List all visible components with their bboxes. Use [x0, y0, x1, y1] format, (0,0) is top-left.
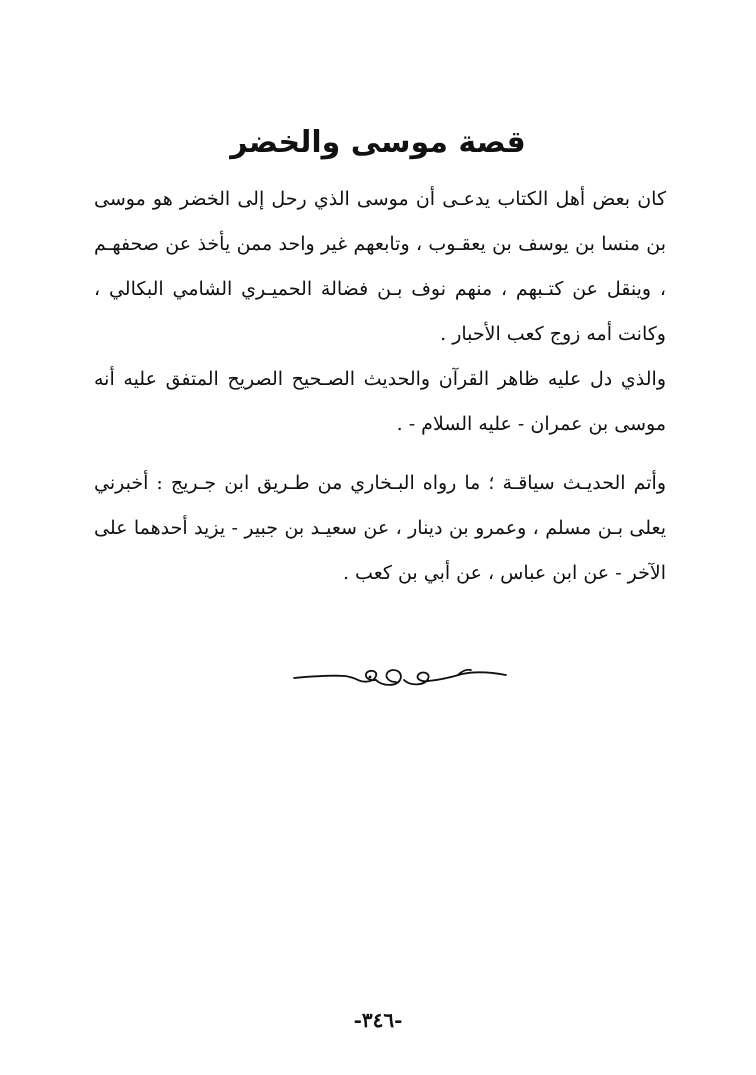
paragraph-3: وأتم الحديـث سياقـة ؛ ما رواه البـخاري من طـريق ابن جـريج : أخبرني يعلى بـن مسلم ، وعمرو بن دينار ، عن سعيـد بن جبير - يزيد أحدهما على الآخر - عن ابن عباس ، عن أبي بن كعب .: [94, 472, 666, 584]
chapter-title: قصة موسى والخضر: [230, 125, 526, 160]
ornament-divider-icon: [290, 660, 510, 694]
page-number: -٣٤٦-: [353, 1008, 403, 1032]
paragraph-2: والذي دل عليه ظاهر القرآن والحديث الصـحيح الصريح المتفق عليه أنه موسى بن عمران - عليه السلام - .: [94, 368, 666, 435]
paragraph-1: كان بعض أهل الكتاب يدعـى أن موسى الذي رحل إلى الخضر هو موسى بن منسا بن يوسف بن يعقـوب ، وتابعهم غير واحد ممن يأخذ عن صحفهـم ، وينقل عن كتـبهم ، منهم نوف بـن فضالة الحميـري الشامي البكالي ، وكانت أمه زوج كعب الأحبار .: [94, 188, 666, 345]
